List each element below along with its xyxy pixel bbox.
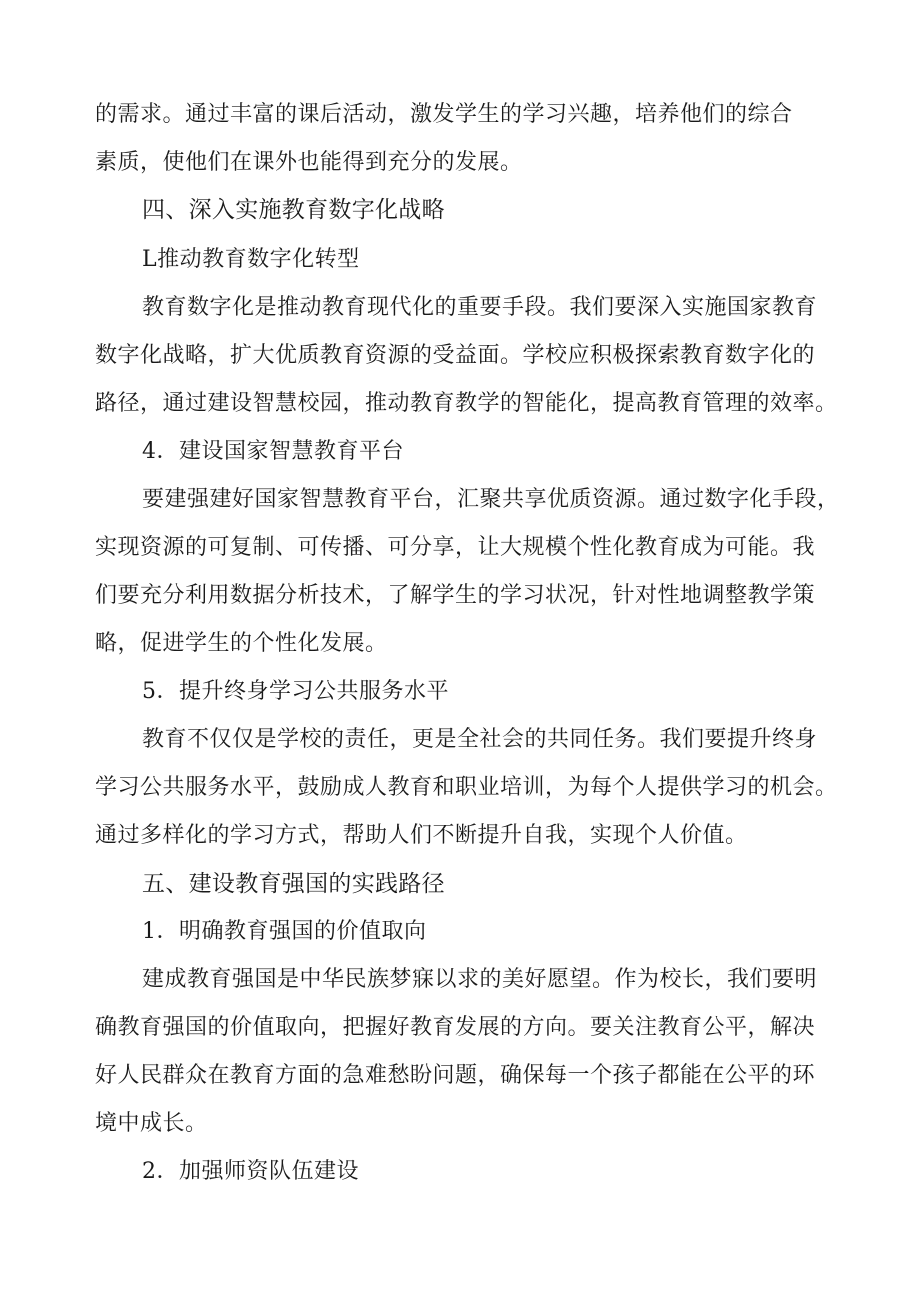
paragraph-line: 的需求。通过丰富的课后活动，激发学生的学习兴趣，培养他们的综合: [95, 102, 793, 127]
paragraph-line: 建成教育强国是中华民族梦寐以求的美好愿望。作为校长，我们要明: [142, 967, 818, 992]
subheading-5-2: 2．加强师资队伍建设: [142, 1159, 359, 1184]
paragraph-line: 学习公共服务水平，鼓励成人教育和职业培训，为每个人提供学习的机会。: [95, 775, 838, 800]
paragraph-line: 教育数字化是推动教育现代化的重要手段。我们要深入实施国家教育: [142, 295, 818, 320]
paragraph-line: 素质，使他们在课外也能得到充分的发展。: [95, 150, 523, 175]
paragraph-line: 要建强建好国家智慧教育平台，汇聚共享优质资源。通过数字化手段，: [142, 487, 840, 512]
paragraph-line: 境中成长。: [95, 1111, 208, 1136]
paragraph-line: 路径，通过建设智慧校园，推动教育教学的智能化，提高教育管理的效率。: [95, 391, 838, 416]
paragraph-line: 教育不仅仅是学校的责任，更是全社会的共同任务。我们要提升终身: [142, 727, 818, 752]
paragraph-line: 实现资源的可复制、可传播、可分享，让大规模个性化教育成为可能。我: [95, 535, 816, 560]
section-heading-4: 四、深入实施教育数字化战略: [142, 197, 445, 223]
paragraph-line: 数字化战略，扩大优质教育资源的受益面。学校应积极探索教育数字化的: [95, 343, 816, 368]
section-heading-5: 五、建设教育强国的实践路径: [142, 871, 445, 897]
paragraph-line: 略，促进学生的个性化发展。: [95, 631, 388, 656]
paragraph-line: 好人民群众在教育方面的急难愁盼问题，确保每一个孩子都能在公平的环: [95, 1063, 816, 1088]
paragraph-line: 通过多样化的学习方式，帮助人们不断提升自我，实现个人价值。: [95, 823, 748, 848]
subheading-4-4: 4．建设国家智慧教育平台: [142, 439, 404, 464]
subheading-4-5: 5．提升终身学习公共服务水平: [142, 679, 449, 704]
paragraph-line: 们要充分利用数据分析技术，了解学生的学习状况，针对性地调整教学策: [95, 583, 816, 608]
subheading-4-1: L推动教育数字化转型: [142, 247, 360, 272]
paragraph-line: 确教育强国的价值取向，把握好教育发展的方向。要关注教育公平，解决: [95, 1015, 816, 1040]
subheading-5-1: 1．明确教育强国的价值取向: [142, 919, 427, 944]
